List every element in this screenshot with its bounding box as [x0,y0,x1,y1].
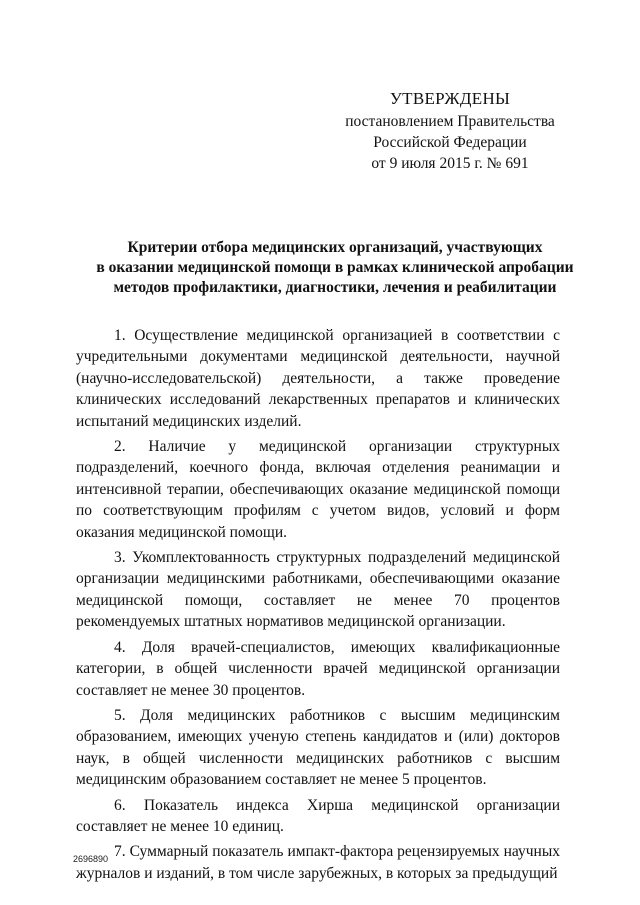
paragraph-7: 7. Суммарный показатель импакт-фактора рецензируемых научных журналов и изданий, в том числе зарубежных, в которых за предыдущий [76,843,560,882]
approval-line-1: постановлением Правительства [345,113,555,130]
approval-line-2: Российской Федерации [373,134,527,151]
document-number: 2696890 [73,854,109,864]
paragraph-5: 5. Доля медицинских работников с высшим медицинским образованием, имеющих ученую степень кандидатов и (или) докторов наук, в общей численности медицинских работников с высшим медицинским образованием составляет не менее 5 процентов. [76,706,560,789]
paragraph-2: 2. Наличие у медицинской организации структурных подразделений, коечного фонда, включая отделения реанимации и интенсивной терапии, обеспечивающих оказание медицинской помощи по соответствующим профилям с учетом видов, условий и форм оказания медицинской помощи. [76,438,560,541]
paragraph-3: 3. Укомплектованность структурных подразделений медицинской организации медицинскими работниками, обеспечивающими оказание медицинской помощи, составляет не менее 70 процентов рекомендуемых штатных нормативов медицинской организации. [76,549,560,631]
title-line-2: в оказании медицинской помощи в рамках клинической апробации [96,259,574,276]
document-title [70,238,600,298]
paragraph-1: 1. Осуществление медицинской организацией в соответствии с учредительными документами медицинской деятельности, научной (научно-исследовательской) деятельности, а также проведение клинических исследований лекарственных препаратов и клинических испытаний медицинских изделий. [76,327,560,430]
title-line-1: Критерии отбора медицинских организаций, участвующих [127,239,543,256]
paragraph-4: 4. Доля врачей-специалистов, имеющих квалификационные категории, в общей численности врачей медицинской организации составляет не менее 30 процентов. [76,638,560,699]
paragraph-6: 6. Показатель индекса Хирша медицинской организации составляет не менее 10 единиц. [76,796,560,835]
approval-heading: УТВЕРЖДЕНЫ [389,89,511,108]
title-line-3: методов профилактики, диагностики, лечения и реабилитации [113,279,557,296]
approval-line-3: от 9 июля 2015 г. № 691 [371,155,529,172]
document-body [76,325,560,888]
approval-block [330,88,570,174]
